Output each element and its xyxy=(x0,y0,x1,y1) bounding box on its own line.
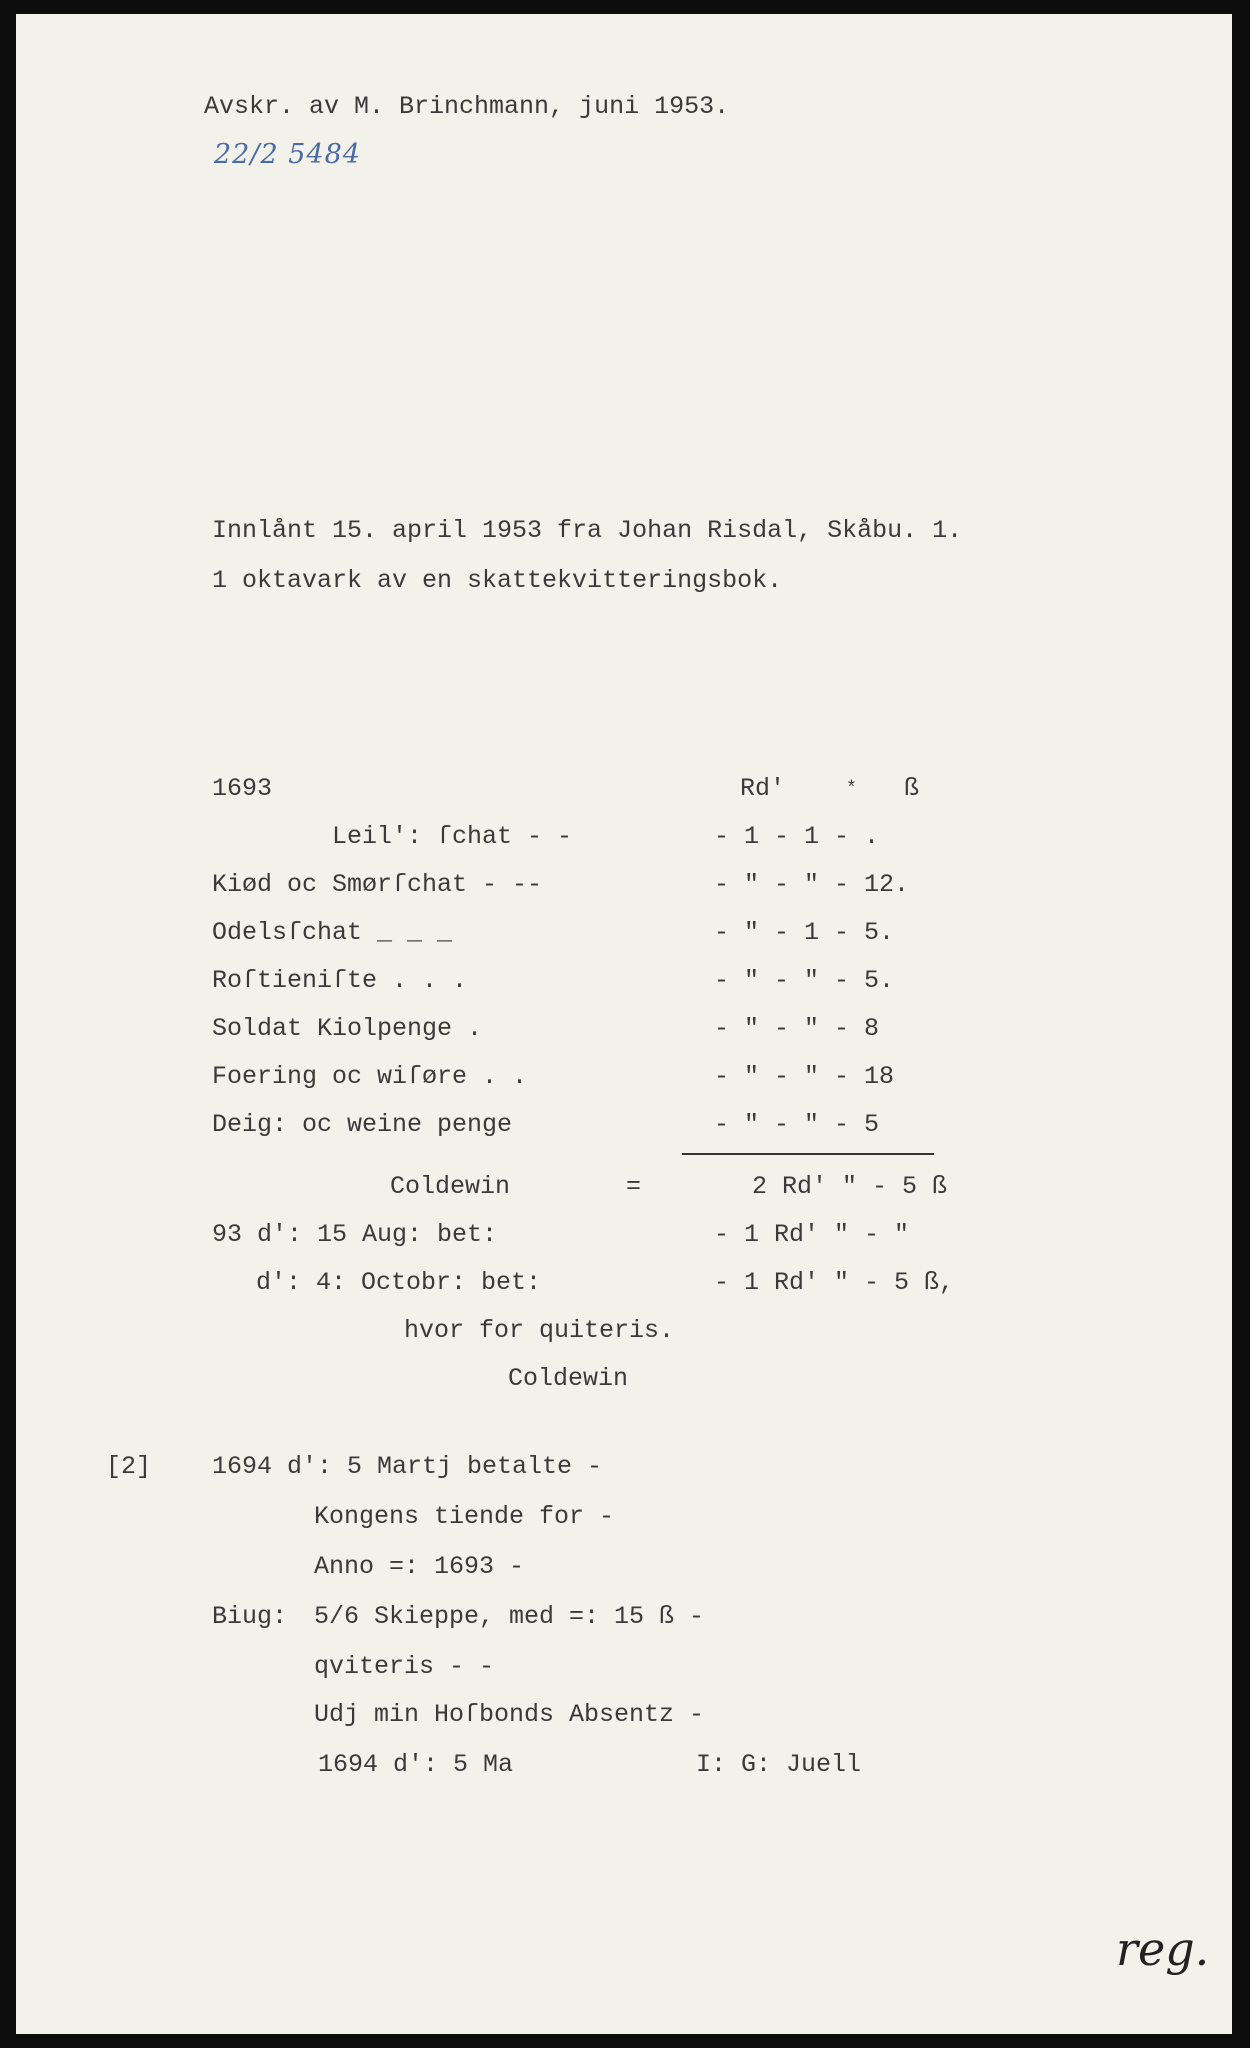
document-page xyxy=(16,14,1232,2034)
ledger-row-amounts: - 1 - 1 - . xyxy=(714,822,880,851)
receipt-line-5: qviteris - - xyxy=(314,1652,495,1681)
ledger-row-label: Deig: oc weine penge xyxy=(212,1110,513,1139)
ledger-row-label: Roſtieniſte . . . xyxy=(212,966,468,995)
receipt-line-3: Anno =: 1693 - xyxy=(314,1552,525,1581)
receipt-signer: I: G: Juell xyxy=(696,1750,862,1779)
loan-note-line-2: 1 oktavark av en skattekvitteringsbok. xyxy=(212,566,783,595)
receipt-label-biug: Biug: xyxy=(212,1602,288,1631)
registration-mark: reg. xyxy=(1116,1922,1210,1976)
receipt-line-6: Udj min Hoſbonds Absentz - xyxy=(314,1700,705,1729)
ledger-row-label: Odelsſchat _ _ _ xyxy=(212,918,453,947)
payment-2-amount: - 1 Rd' " - 5 ß, xyxy=(714,1268,955,1297)
ledger-row-label: Foering oc wiſøre . . xyxy=(212,1062,528,1091)
column-rd: Rd' xyxy=(740,774,786,803)
payment-1-label: 93 d': 15 Aug: bet: xyxy=(212,1220,498,1249)
page-marker: [2] xyxy=(106,1452,152,1481)
column-ort: * xyxy=(846,779,857,799)
ledger-row-amounts: - " - " - 8 xyxy=(714,1014,880,1043)
equals-sign: = xyxy=(626,1172,642,1201)
ledger-row-amounts: - " - " - 5 xyxy=(714,1110,880,1139)
column-skilling: ß xyxy=(904,774,920,803)
ledger-row-label: Soldat Kiolpenge . xyxy=(212,1014,483,1043)
ledger-total: 2 Rd' " - 5 ß xyxy=(752,1172,948,1201)
archive-reference: 22/2 5484 xyxy=(214,139,361,170)
ledger-row-label: Kiød oc Smørſchat - -- xyxy=(212,870,543,899)
payment-2-label: d': 4: Octobr: bet: xyxy=(256,1268,542,1297)
signature-2: Coldewin xyxy=(508,1364,629,1393)
sum-rule xyxy=(682,1153,934,1155)
ledger-row-amounts: - " - 1 - 5. xyxy=(714,918,895,947)
ledger-year: 1693 xyxy=(212,774,273,803)
receipt-line-2: Kongens tiende for - xyxy=(314,1502,615,1531)
signature: Coldewin xyxy=(390,1172,511,1201)
payment-1-amount: - 1 Rd' " - " xyxy=(714,1220,910,1249)
receipt-line-4: 5/6 Skieppe, med =: 15 ß - xyxy=(314,1602,705,1631)
quittance-line: hvor for quiteris. xyxy=(404,1316,675,1345)
ledger-row-label: Leil': ſchat - - xyxy=(332,822,573,851)
loan-note-line-1: Innlånt 15. april 1953 fra Johan Risdal, Skåbu. 1. xyxy=(212,516,963,545)
receipt-line-7: 1694 d': 5 Ma xyxy=(318,1750,514,1779)
ledger-row-amounts: - " - " - 18 xyxy=(714,1062,895,1091)
transcription-note: Avskr. av M. Brinchmann, juni 1953. xyxy=(204,92,730,121)
ledger-row-amounts: - " - " - 12. xyxy=(714,870,910,899)
ledger-row-amounts: - " - " - 5. xyxy=(714,966,895,995)
receipt-line-1: 1694 d': 5 Martj betalte - xyxy=(212,1452,603,1481)
